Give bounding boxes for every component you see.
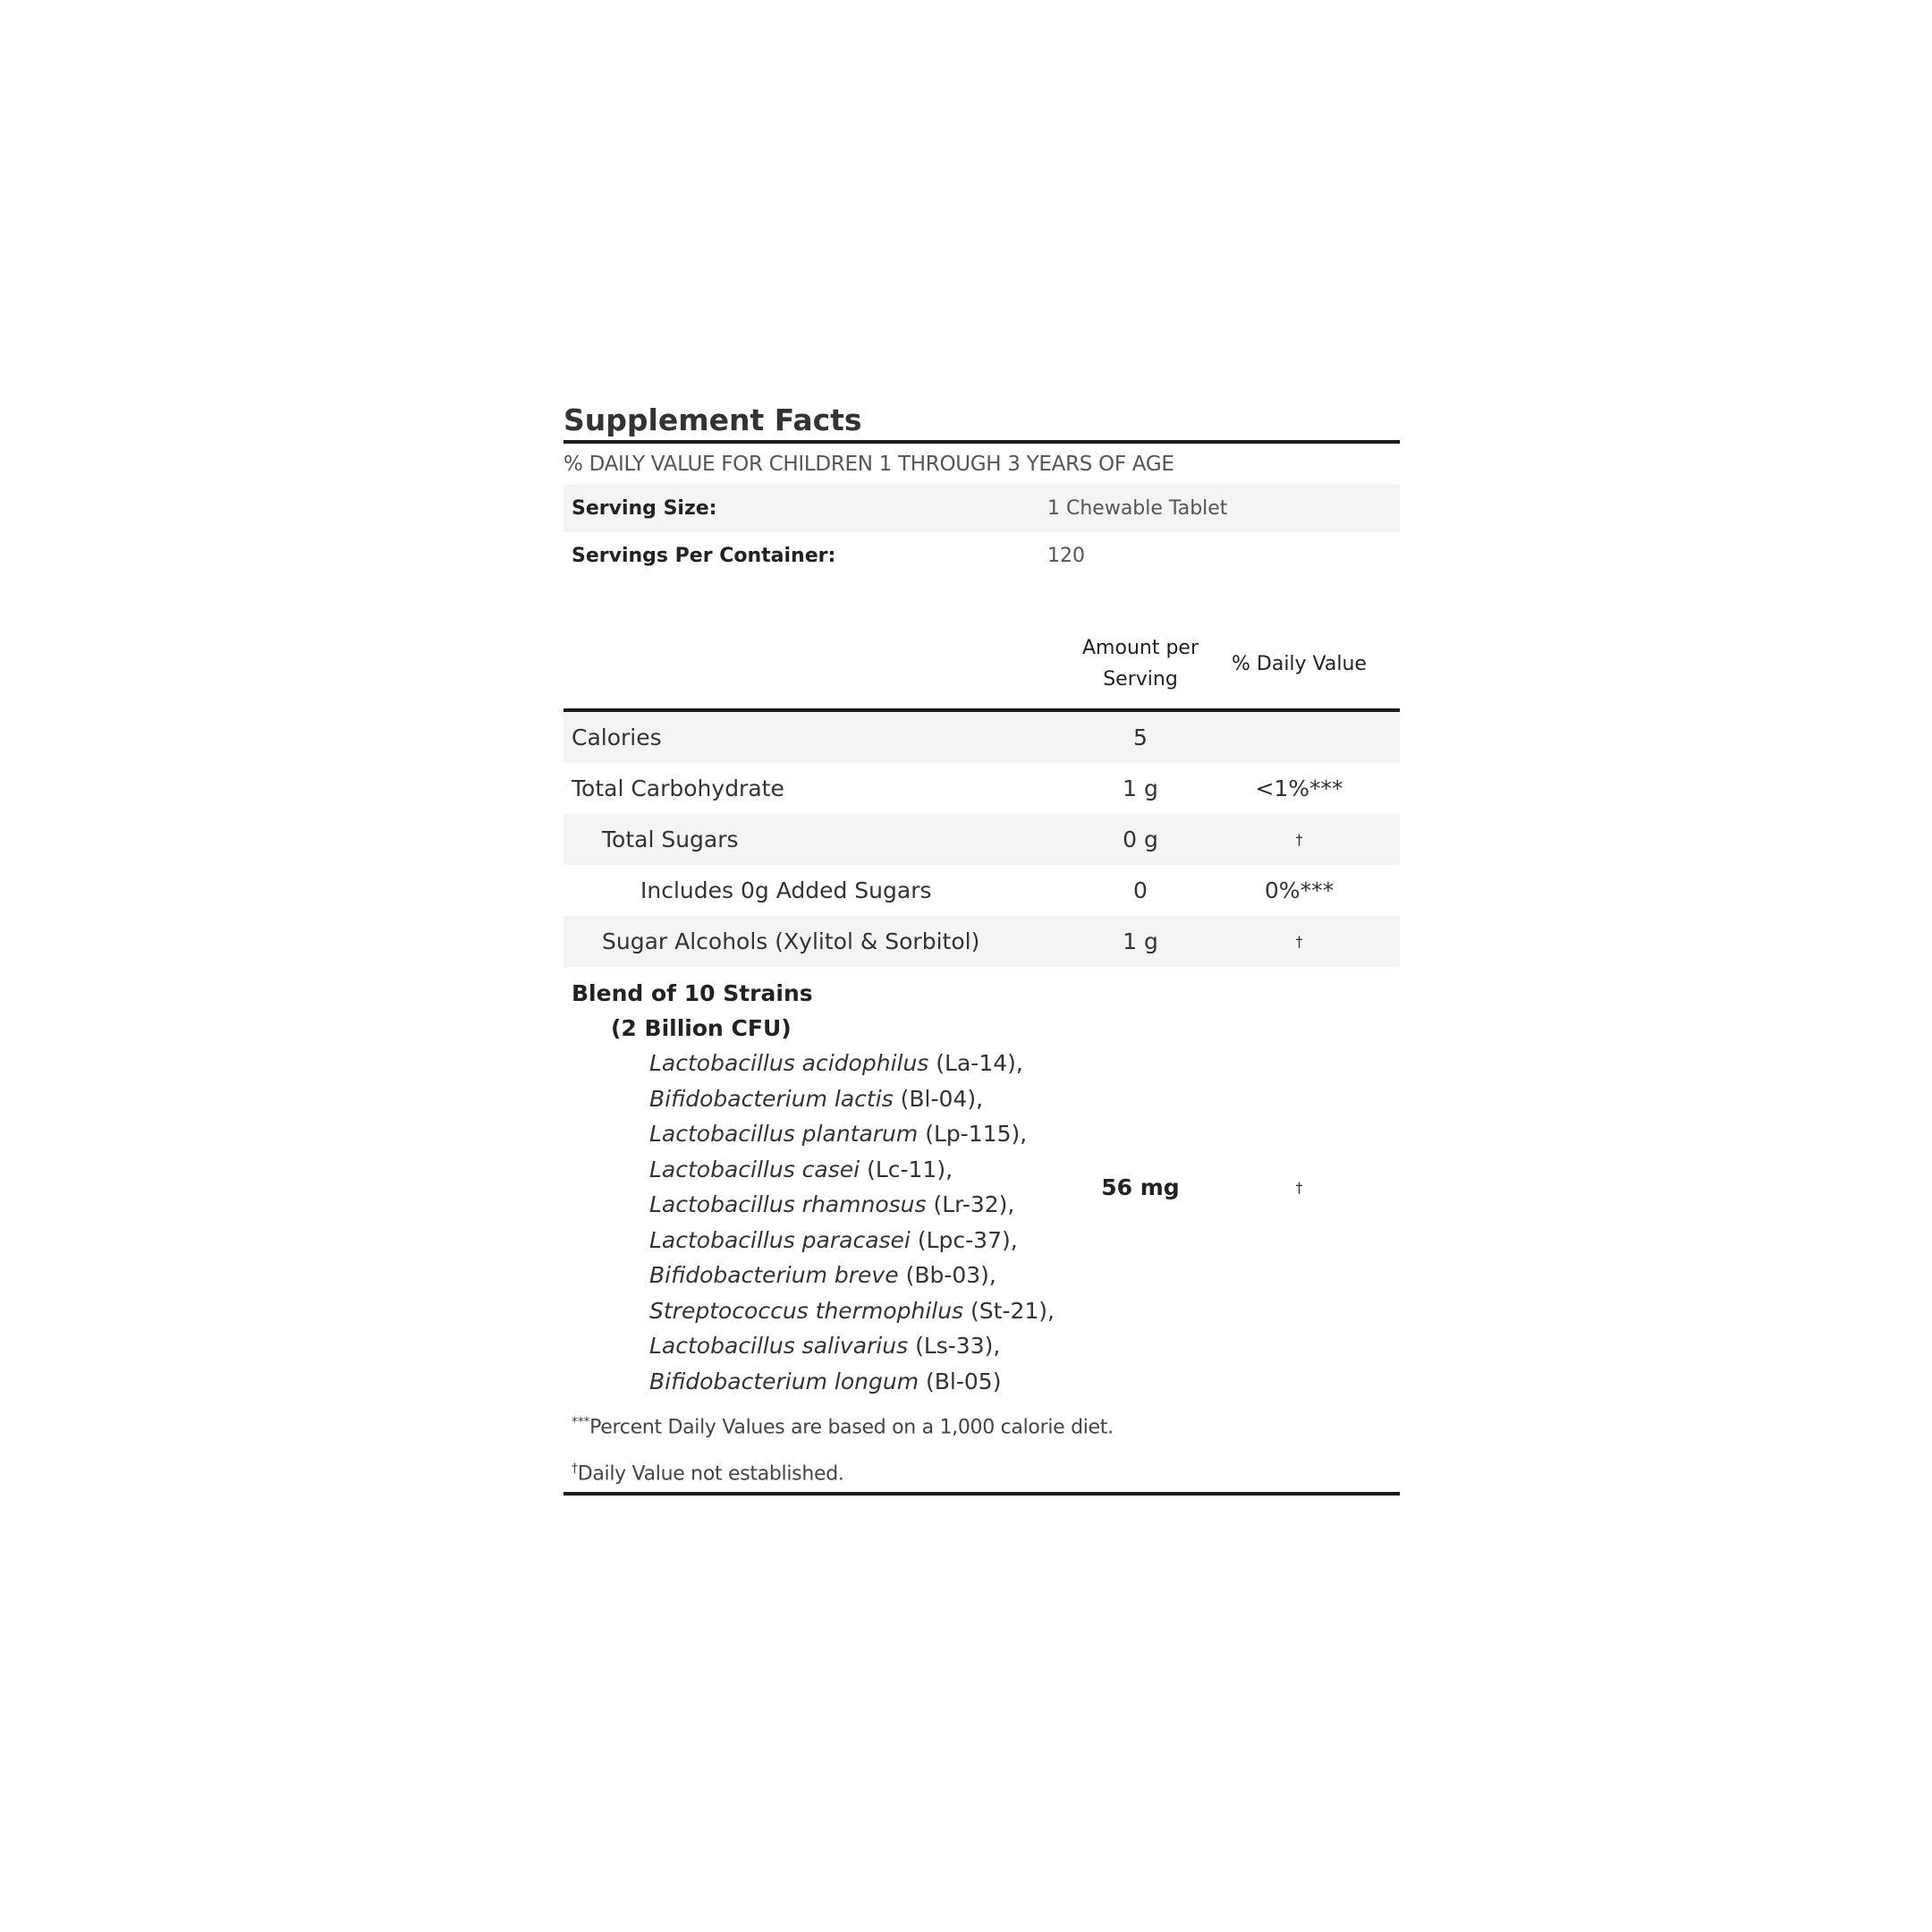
serving-size-value: 1 Chewable Tablet [1047, 497, 1228, 520]
strain-code: (Lp-115), [925, 1121, 1028, 1147]
blend-amount: 56 mg [1101, 1174, 1180, 1200]
strain-code: (Bb-03), [905, 1262, 996, 1288]
servings-per-container-row [564, 532, 1400, 580]
nutrient-dv: <1%*** [1255, 775, 1343, 801]
strain-code: (Ls-33), [915, 1333, 1001, 1359]
servings-per-container-label: Servings Per Container: [572, 545, 836, 567]
nutrient-amount: 1 g [1123, 775, 1158, 801]
footnote-dv-not-established [564, 1445, 1400, 1492]
blend-title: Blend of 10 Strains [572, 980, 813, 1006]
strain-species: Streptococcus thermophilus [649, 1297, 964, 1324]
nutrient-name: Total Sugars [602, 826, 739, 852]
footnote-calorie-basis [564, 1399, 1400, 1445]
daily-value-column-header: % Daily Value [1232, 652, 1367, 675]
strain-species: Bifidobacterium lactis [649, 1085, 894, 1112]
footnote-mark: † [572, 1462, 578, 1476]
strain-code: (Lr-32), [933, 1191, 1015, 1217]
footnote-text: Daily Value not established. [577, 1462, 844, 1486]
nutrient-amount: 0 g [1123, 826, 1158, 852]
nutrient-name: Calories [572, 724, 662, 750]
table-row [564, 865, 1400, 916]
nutrient-name: Total Carbohydrate [572, 775, 784, 801]
table-row [564, 763, 1400, 814]
nutrient-amount: 0 [1133, 877, 1148, 903]
strain-species: Bifidobacterium longum [649, 1368, 919, 1394]
nutrient-amount: 1 g [1123, 928, 1158, 954]
strain-species: Lactobacillus acidophilus [649, 1050, 929, 1076]
blend-row [564, 967, 1400, 1399]
strain-code: (Lpc-37), [917, 1226, 1018, 1253]
serving-size-row [564, 485, 1400, 532]
footnote-text: Percent Daily Values are based on a 1,000 calorie diet. [589, 1416, 1114, 1439]
strain-species: Lactobacillus salivarius [649, 1333, 909, 1359]
table-header [564, 619, 1400, 708]
strain-species: Bifidobacterium breve [649, 1262, 899, 1288]
strain-list [572, 1046, 1079, 1399]
nutrient-name: Sugar Alcohols (Xylitol & Sorbitol) [602, 928, 980, 954]
serving-size-label: Serving Size: [572, 497, 717, 520]
blend-dv: † [1295, 1179, 1303, 1196]
strain-species: Lactobacillus paracasei [649, 1226, 911, 1253]
table-row [564, 712, 1400, 763]
label-subtitle: % DAILY VALUE FOR CHILDREN 1 THROUGH 3 YEARS OF AGE [564, 453, 1174, 476]
nutrient-name: Includes 0g Added Sugars [640, 877, 932, 903]
table-row [564, 814, 1400, 865]
bottom-divider [564, 1492, 1400, 1496]
nutrient-amount: 5 [1133, 724, 1148, 750]
strain-code: (Lc-11), [867, 1156, 953, 1182]
strain-code: (Bl-05) [926, 1368, 1002, 1394]
label-title: Supplement Facts [564, 402, 862, 437]
nutrient-dv: † [1295, 831, 1303, 848]
strain-code: (La-14), [936, 1050, 1023, 1076]
strain-code: (St-21), [970, 1297, 1055, 1324]
footnote-mark: *** [572, 1415, 590, 1429]
nutrient-dv: † [1295, 933, 1303, 950]
strain-species: Lactobacillus plantarum [649, 1121, 919, 1147]
servings-per-container-value: 120 [1047, 545, 1085, 567]
table-row [564, 916, 1400, 967]
strain-code: (Bl-04), [900, 1085, 984, 1112]
nutrient-dv: 0%*** [1264, 877, 1335, 903]
strain-species: Lactobacillus casei [649, 1156, 860, 1182]
blend-cfu: (2 Billion CFU) [611, 1015, 792, 1041]
strain-species: Lactobacillus rhamnosus [649, 1191, 927, 1217]
supplement-facts-panel [564, 401, 1400, 1496]
amount-column-header: Amount per Serving [1082, 637, 1199, 691]
